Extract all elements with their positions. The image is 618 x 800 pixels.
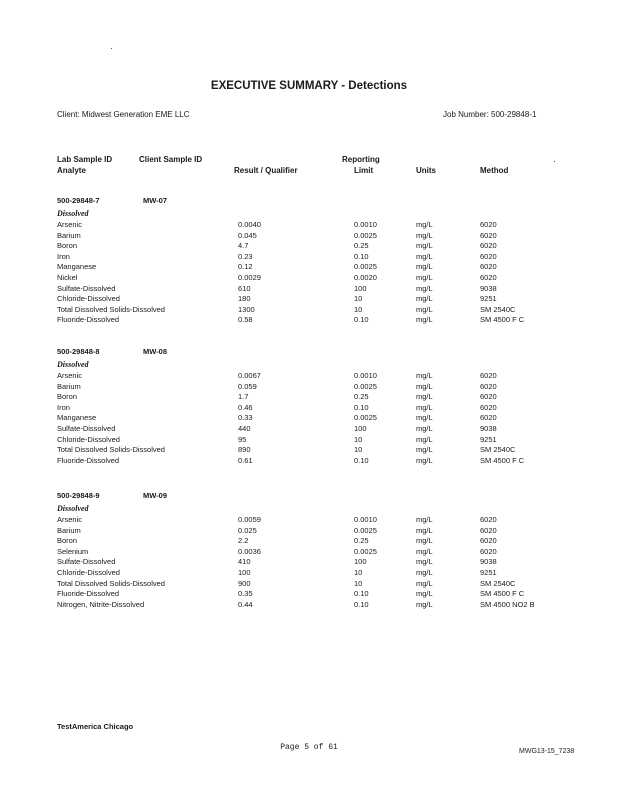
result-cell: 0.045: [238, 230, 257, 240]
header-limit: Limit: [354, 166, 374, 175]
limit-cell: 0.25: [354, 241, 369, 251]
method-cell: 9251: [480, 294, 497, 304]
limit-cell: 0.10: [354, 455, 369, 465]
client-sample-id: MW-09: [143, 491, 168, 500]
method-cell: SM 4500 NO2 B: [480, 599, 535, 609]
lab-name: TestAmerica Chicago: [57, 722, 134, 731]
analyte-cell: Barium: [57, 525, 81, 535]
result-cell: 0.61: [238, 455, 253, 465]
method-cell: SM 4500 F C: [480, 315, 525, 325]
units-cell: mg/L: [416, 525, 433, 535]
units-cell: mg/L: [416, 578, 433, 588]
header-units: Units: [416, 166, 436, 175]
units-cell: mg/L: [416, 273, 433, 282]
analyte-cell: Sulfate-Dissolved: [57, 557, 116, 567]
method-cell: 9251: [480, 434, 497, 444]
limit-cell: 0.10: [354, 589, 369, 599]
units-cell: mg/L: [416, 230, 433, 240]
header-reporting: Reporting: [342, 155, 380, 164]
document-title: EXECUTIVE SUMMARY - Detections: [210, 80, 408, 92]
table-row: [0, 305, 618, 315]
method-cell: 9038: [480, 283, 497, 293]
table-row: [0, 445, 618, 455]
table-row: [0, 515, 618, 525]
table-row: [0, 273, 618, 283]
analyte-cell: Iron: [57, 251, 70, 261]
method-cell: 6020: [480, 262, 497, 272]
method-cell: 6020: [480, 536, 497, 546]
header-client-sample-id: Client Sample ID: [139, 155, 203, 164]
analyte-cell: Total Dissolved Solids-Dissolved: [57, 578, 165, 588]
fraction-group-label: Dissolved: [57, 209, 89, 218]
units-cell: mg/L: [416, 304, 433, 314]
units-cell: mg/L: [416, 402, 433, 412]
result-cell: 0.35: [238, 589, 253, 599]
units-cell: mg/L: [416, 546, 433, 556]
lab-sample-id: 500-29848-9: [57, 491, 100, 500]
units-cell: mg/L: [416, 455, 433, 465]
result-cell: 0.0029: [238, 273, 261, 282]
header-analyte: Analyte: [57, 166, 86, 175]
analyte-cell: Fluoride-Dissolved: [57, 455, 120, 465]
result-cell: 0.025: [238, 525, 257, 535]
analyte-cell: Boron: [57, 536, 78, 546]
units-cell: mg/L: [416, 294, 433, 304]
result-cell: 2.2: [238, 536, 249, 546]
limit-cell: 0.0025: [354, 546, 377, 556]
limit-cell: 0.0025: [354, 413, 377, 423]
method-cell: 6020: [480, 402, 497, 412]
table-row: [0, 536, 618, 546]
analyte-cell: Selenium: [57, 546, 89, 556]
analyte-cell: Boron: [57, 392, 78, 402]
table-row: [0, 241, 618, 251]
result-cell: 100: [238, 568, 251, 577]
analyte-cell: Nickel: [57, 273, 78, 282]
lab-sample-id: 500-29848-8: [57, 347, 100, 356]
client-sample-id: MW-08: [143, 347, 168, 356]
analyte-cell: Barium: [57, 230, 81, 240]
table-row: [0, 557, 618, 567]
method-cell: SM 2540C: [480, 445, 516, 455]
client-sample-id: MW-07: [143, 196, 168, 205]
header-lab-sample-id: Lab Sample ID: [57, 155, 113, 164]
limit-cell: 0.25: [354, 536, 369, 546]
limit-cell: 0.0010: [354, 515, 377, 524]
job-number-line: Job Number: 500-29848-1: [443, 110, 537, 119]
method-cell: 6020: [480, 392, 497, 402]
table-row: [0, 284, 618, 294]
method-cell: 6020: [480, 381, 497, 391]
analyte-cell: Arsenic: [57, 371, 83, 380]
table-row: [0, 220, 618, 230]
result-cell: 610: [238, 283, 251, 293]
table-row: [0, 371, 618, 381]
method-cell: 9038: [480, 557, 497, 567]
header-result-qualifier: Result / Qualifier: [234, 166, 298, 175]
table-row: [0, 392, 618, 402]
result-cell: 410: [238, 557, 251, 567]
analyte-cell: Fluoride-Dissolved: [57, 315, 120, 325]
result-cell: 0.58: [238, 315, 253, 325]
analyte-cell: Fluoride-Dissolved: [57, 589, 120, 599]
result-cell: 0.33: [238, 413, 253, 423]
units-cell: mg/L: [416, 589, 433, 599]
analyte-cell: Boron: [57, 241, 78, 251]
units-cell: mg/L: [416, 315, 433, 325]
analyte-cell: Chloride-Dissolved: [57, 568, 120, 577]
analyte-cell: Total Dissolved Solids-Dissolved: [57, 445, 165, 455]
limit-cell: 0.25: [354, 392, 369, 402]
result-cell: 0.059: [238, 381, 257, 391]
result-cell: 95: [238, 434, 247, 444]
scan-speck: [554, 161, 555, 162]
table-row: [0, 403, 618, 413]
units-cell: mg/L: [416, 283, 433, 293]
table-row: [0, 589, 618, 599]
units-cell: mg/L: [416, 381, 433, 391]
limit-cell: 100: [354, 424, 367, 433]
method-cell: 6020: [480, 546, 497, 556]
analyte-cell: Total Dissolved Solids-Dissolved: [57, 304, 165, 314]
limit-cell: 0.0025: [354, 262, 377, 272]
analyte-cell: Manganese: [57, 413, 97, 423]
units-cell: mg/L: [416, 220, 433, 229]
limit-cell: 10: [354, 294, 363, 304]
table-row: [0, 568, 618, 578]
analyte-cell: Arsenic: [57, 220, 83, 229]
limit-cell: 10: [354, 445, 363, 455]
method-cell: 6020: [480, 251, 497, 261]
method-cell: 6020: [480, 525, 497, 535]
units-cell: mg/L: [416, 424, 433, 433]
analyte-cell: Nitrogen, Nitrite-Dissolved: [57, 599, 145, 609]
method-cell: 6020: [480, 230, 497, 240]
table-row: [0, 579, 618, 589]
limit-cell: 0.10: [354, 315, 369, 325]
method-cell: 6020: [480, 220, 497, 229]
units-cell: mg/L: [416, 568, 433, 577]
table-row: [0, 382, 618, 392]
fraction-group-label: Dissolved: [57, 360, 89, 369]
lab-sample-id: 500-29848-7: [57, 196, 100, 205]
result-cell: 180: [238, 294, 251, 304]
table-row: [0, 413, 618, 423]
table-row: [0, 252, 618, 262]
method-cell: 6020: [480, 241, 497, 251]
units-cell: mg/L: [416, 262, 433, 272]
units-cell: mg/L: [416, 251, 433, 261]
result-cell: 0.12: [238, 262, 253, 272]
table-row: [0, 294, 618, 304]
units-cell: mg/L: [416, 434, 433, 444]
method-cell: 9038: [480, 424, 497, 433]
limit-cell: 10: [354, 568, 363, 577]
analyte-cell: Iron: [57, 402, 70, 412]
result-cell: 0.0040: [238, 220, 261, 229]
analyte-cell: Barium: [57, 381, 81, 391]
result-cell: 0.0059: [238, 515, 261, 524]
table-row: [0, 456, 618, 466]
limit-cell: 0.0025: [354, 525, 377, 535]
analyte-cell: Arsenic: [57, 515, 83, 524]
table-row: [0, 231, 618, 241]
units-cell: mg/L: [416, 241, 433, 251]
table-row: [0, 526, 618, 536]
page-number: Page 5 of 61: [280, 743, 338, 752]
units-cell: mg/L: [416, 445, 433, 455]
units-cell: mg/L: [416, 371, 433, 380]
method-cell: 6020: [480, 371, 497, 380]
table-row: [0, 315, 618, 325]
result-cell: 440: [238, 424, 251, 433]
limit-cell: 100: [354, 283, 367, 293]
units-cell: mg/L: [416, 557, 433, 567]
limit-cell: 0.0020: [354, 273, 377, 282]
method-cell: SM 4500 F C: [480, 455, 525, 465]
result-cell: 890: [238, 445, 251, 455]
limit-cell: 0.0025: [354, 381, 377, 391]
fraction-group-label: Dissolved: [57, 504, 89, 513]
analyte-cell: Manganese: [57, 262, 97, 272]
result-cell: 0.23: [238, 251, 253, 261]
result-cell: 900: [238, 578, 251, 588]
units-cell: mg/L: [416, 413, 433, 423]
method-cell: SM 2540C: [480, 578, 516, 588]
limit-cell: 10: [354, 304, 363, 314]
limit-cell: 0.0025: [354, 230, 377, 240]
table-row: [0, 547, 618, 557]
document-id: MWG13-15_7238: [519, 748, 575, 755]
analyte-cell: Sulfate-Dissolved: [57, 283, 116, 293]
limit-cell: 0.10: [354, 599, 369, 609]
limit-cell: 0.0010: [354, 220, 377, 229]
method-cell: 6020: [480, 515, 497, 524]
header-method: Method: [480, 166, 509, 175]
scan-speck: [111, 48, 112, 49]
method-cell: 6020: [480, 273, 497, 282]
result-cell: 4.7: [238, 241, 249, 251]
result-cell: 0.0036: [238, 546, 261, 556]
analyte-cell: Sulfate-Dissolved: [57, 424, 116, 433]
limit-cell: 0.10: [354, 402, 369, 412]
method-cell: SM 4500 F C: [480, 589, 525, 599]
method-cell: SM 2540C: [480, 304, 516, 314]
analyte-cell: Chloride-Dissolved: [57, 434, 120, 444]
units-cell: mg/L: [416, 515, 433, 524]
limit-cell: 100: [354, 557, 367, 567]
result-cell: 1.7: [238, 392, 249, 402]
result-cell: 0.46: [238, 402, 253, 412]
method-cell: 6020: [480, 413, 497, 423]
units-cell: mg/L: [416, 536, 433, 546]
table-row: [0, 424, 618, 434]
result-cell: 1300: [238, 304, 255, 314]
units-cell: mg/L: [416, 599, 433, 609]
limit-cell: 0.0010: [354, 371, 377, 380]
analyte-cell: Chloride-Dissolved: [57, 294, 120, 304]
client-line: Client: Midwest Generation EME LLC: [57, 110, 190, 119]
table-row: [0, 600, 618, 610]
units-cell: mg/L: [416, 392, 433, 402]
table-row: [0, 435, 618, 445]
table-row: [0, 262, 618, 272]
limit-cell: 10: [354, 434, 363, 444]
limit-cell: 0.10: [354, 251, 369, 261]
limit-cell: 10: [354, 578, 363, 588]
result-cell: 0.0067: [238, 371, 261, 380]
result-cell: 0.44: [238, 599, 253, 609]
method-cell: 9251: [480, 568, 497, 577]
